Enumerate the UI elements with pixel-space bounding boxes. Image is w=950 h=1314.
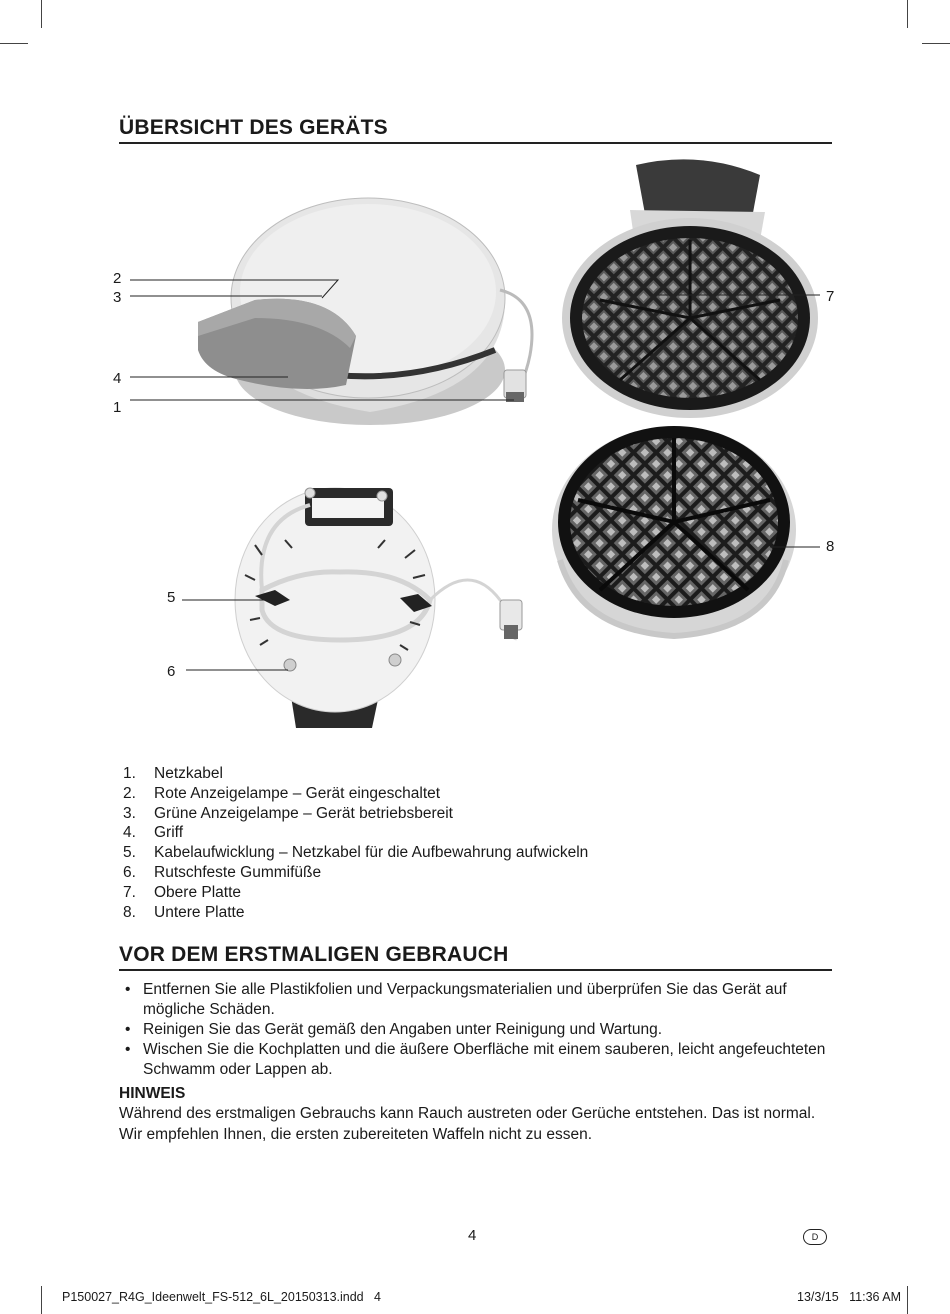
list-item: 5. Kabelaufwicklung – Netzkabel für die Aufbewahrung aufwickeln (123, 844, 589, 862)
footer-timestamp: 13/3/15 11:36 AM (797, 1290, 902, 1304)
callout-number: 3 (113, 289, 122, 306)
language-badge: D (803, 1229, 827, 1245)
list-item: 8. Untere Platte (123, 903, 245, 921)
callout-number: 5 (167, 589, 176, 606)
list-item: 3. Grüne Anzeigelampe – Gerät betriebsbereit (123, 804, 453, 822)
note-text: Während des erstmaligen Gebrauchs kann Rauch austreten oder Gerüche entstehen. Das ist normal. Wir empfehlen Ihnen, die ersten zubereiteten Waffeln nicht zu essen. (119, 1105, 816, 1143)
closed-appliance-image (198, 198, 532, 425)
list-item: • Entfernen Sie alle Plastikfolien und Verpackungsmaterialien und überprüfen Sie das Gerät auf mögliche Schäden. (125, 981, 787, 1018)
crop-mark (41, 1286, 42, 1314)
parts-list (119, 764, 588, 922)
underside-appliance-image (235, 488, 522, 728)
list-item: 7. Obere Platte (123, 883, 242, 901)
callout-number: 7 (826, 288, 835, 305)
list-item: 4. Griff (123, 824, 183, 842)
section-title-overview: ÜBERSICHT DES GERÄTS (119, 116, 832, 144)
list-item: • Wischen Sie die Kochplatten und die äußere Oberfläche mit einem sauberen, leicht angefeuchteten Schwamm oder Lappen ab. (125, 1041, 826, 1078)
callout-number: 8 (826, 538, 835, 555)
list-item: 2. Rote Anzeigelampe – Gerät eingeschaltet (123, 784, 441, 802)
first-use-bullets (119, 980, 832, 1080)
open-appliance-image (552, 159, 818, 636)
note-title: HINWEIS (119, 1085, 186, 1102)
callout-number: 6 (167, 663, 176, 680)
page-number: 4 (468, 1227, 477, 1244)
footer-file-name: P150027_R4G_Ideenwelt_FS-512_6L_20150313.indd 4 (62, 1290, 382, 1304)
list-item: 6. Rutschfeste Gummifüße (123, 863, 322, 881)
callout-number: 1 (113, 399, 122, 416)
list-item: 1. Netzkabel (123, 765, 223, 782)
list-item: • Reinigen Sie das Gerät gemäß den Angaben unter Reinigung und Wartung. (125, 1021, 663, 1038)
callout-number: 2 (113, 270, 122, 287)
section-title-first-use: VOR DEM ERSTMALIGEN GEBRAUCH (119, 943, 832, 971)
callout-number: 4 (113, 370, 122, 387)
crop-mark (907, 1286, 908, 1314)
